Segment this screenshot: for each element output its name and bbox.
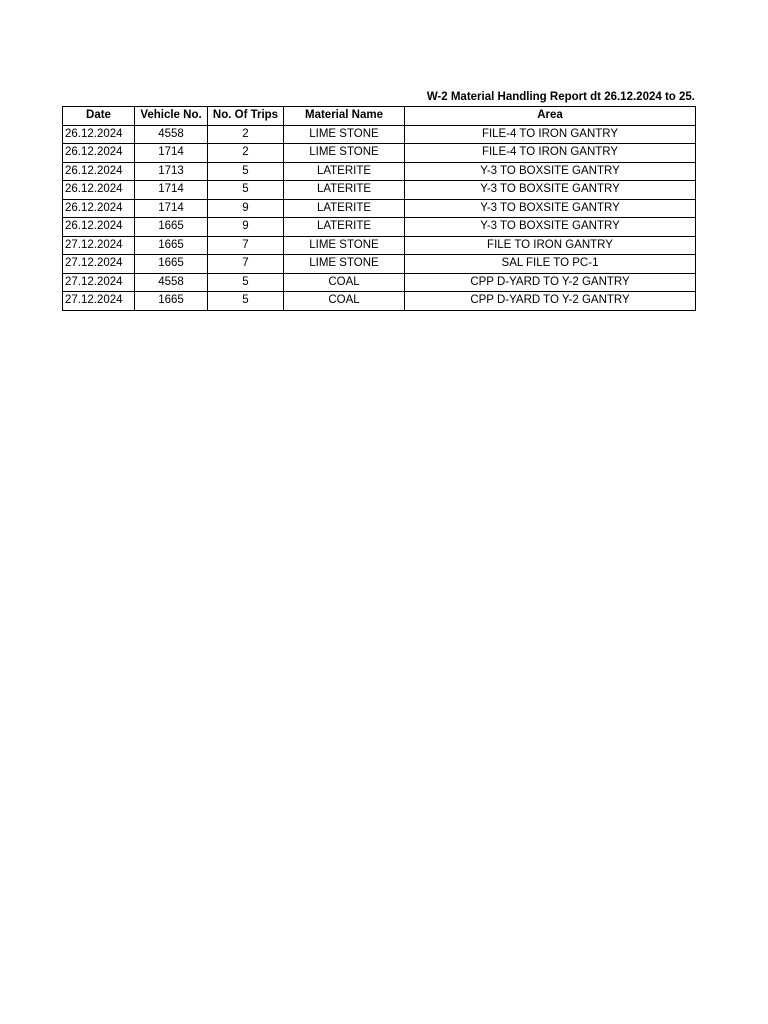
table-row [63,162,696,181]
cell-vehicle-no: 1714 [135,181,208,200]
cell-date: 26.12.2024 [63,125,135,144]
cell-material-name: LIME STONE [284,255,405,274]
cell-vehicle-no: 1714 [135,199,208,218]
cell-material-name: COAL [284,292,405,311]
cell-vehicle-no: 1665 [135,292,208,311]
table-row [63,255,696,274]
cell-vehicle-no: 1665 [135,255,208,274]
table-row [63,181,696,200]
cell-no-of-trips: 7 [208,255,284,274]
table-row [63,236,696,255]
header-material-name: Material Name [284,107,405,126]
cell-date: 26.12.2024 [63,144,135,163]
cell-material-name: LATERITE [284,162,405,181]
header-no-of-trips: No. Of Trips [208,107,284,126]
cell-material-name: COAL [284,273,405,292]
cell-area: Y-3 TO BOXSITE GANTRY [405,181,696,200]
table-row [63,273,696,292]
table-row [63,218,696,237]
cell-date: 26.12.2024 [63,181,135,200]
cell-date: 26.12.2024 [63,218,135,237]
table-row [63,292,696,311]
cell-no-of-trips: 5 [208,273,284,292]
cell-material-name: LIME STONE [284,125,405,144]
cell-date: 27.12.2024 [63,292,135,311]
cell-area: FILE-4 TO IRON GANTRY [405,144,696,163]
table-row [63,199,696,218]
cell-date: 26.12.2024 [63,199,135,218]
cell-vehicle-no: 4558 [135,273,208,292]
cell-no-of-trips: 9 [208,218,284,237]
cell-vehicle-no: 1665 [135,236,208,255]
cell-material-name: LIME STONE [284,144,405,163]
material-handling-table [62,106,696,311]
cell-no-of-trips: 5 [208,162,284,181]
cell-no-of-trips: 5 [208,181,284,200]
cell-date: 26.12.2024 [63,162,135,181]
cell-area: CPP D-YARD TO Y-2 GANTRY [405,292,696,311]
header-date: Date [63,107,135,126]
table-row [63,144,696,163]
cell-date: 27.12.2024 [63,236,135,255]
cell-no-of-trips: 5 [208,292,284,311]
cell-area: SAL FILE TO PC-1 [405,255,696,274]
cell-no-of-trips: 7 [208,236,284,255]
report-title: W-2 Material Handling Report dt 26.12.2024 to 25. [426,91,695,103]
cell-no-of-trips: 2 [208,125,284,144]
header-area: Area [405,107,696,126]
cell-area: FILE TO IRON GANTRY [405,236,696,255]
cell-vehicle-no: 1665 [135,218,208,237]
table-header-row [63,107,696,126]
cell-material-name: LATERITE [284,199,405,218]
cell-area: Y-3 TO BOXSITE GANTRY [405,162,696,181]
header-vehicle-no: Vehicle No. [135,107,208,126]
cell-no-of-trips: 9 [208,199,284,218]
cell-area: Y-3 TO BOXSITE GANTRY [405,218,696,237]
cell-material-name: LATERITE [284,218,405,237]
cell-date: 27.12.2024 [63,255,135,274]
cell-material-name: LIME STONE [284,236,405,255]
cell-vehicle-no: 1713 [135,162,208,181]
cell-material-name: LATERITE [284,181,405,200]
cell-area: CPP D-YARD TO Y-2 GANTRY [405,273,696,292]
cell-vehicle-no: 1714 [135,144,208,163]
cell-no-of-trips: 2 [208,144,284,163]
cell-area: FILE-4 TO IRON GANTRY [405,125,696,144]
cell-area: Y-3 TO BOXSITE GANTRY [405,199,696,218]
table-row [63,125,696,144]
cell-date: 27.12.2024 [63,273,135,292]
cell-vehicle-no: 4558 [135,125,208,144]
